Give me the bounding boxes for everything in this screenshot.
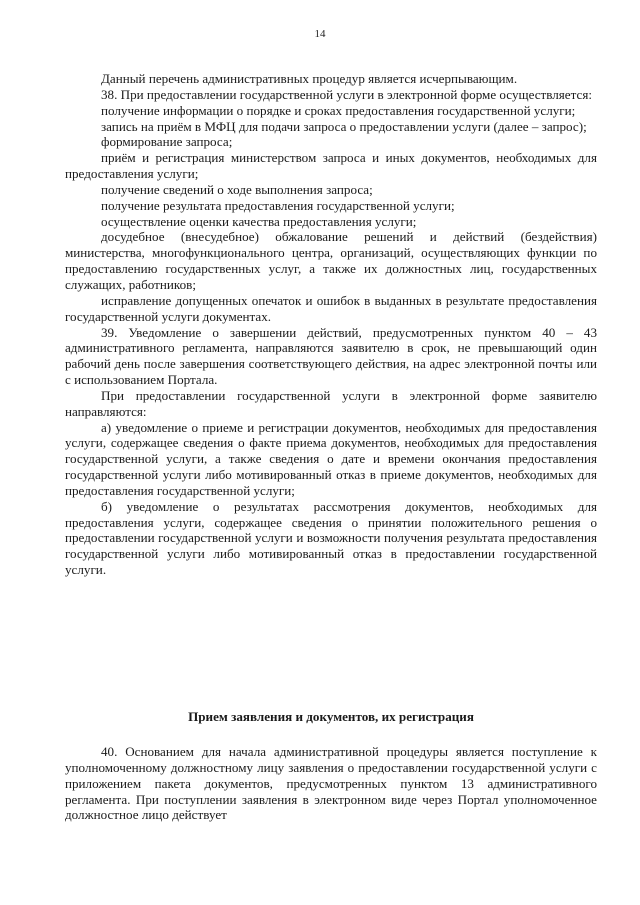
paragraph: получение сведений о ходе выполнения запроса; — [101, 181, 373, 197]
paragraph: 38. При предоставлении государственной услуги в электронной форме осуществляется: — [101, 86, 592, 102]
paragraph: получение информации о порядке и сроках предоставления государственной услуги; — [101, 102, 576, 118]
paragraph: запись на приём в МФЦ для подачи запроса о предоставлении услуги (далее – запрос); — [101, 118, 587, 134]
paragraph: досудебное (внесудебное) обжалование решений и действий (бездействия) министерства, многофункционального центра, организаций, осуществляющих функции по предоставлению государственных услуг, а также их должностных лиц, государственных служащих, работников; — [65, 229, 597, 292]
paragraph: б) уведомление о результатах рассмотрения документов, необходимых для предоставления услуги, содержащее сведения о принятии положительного решения о предоставлении государственной услуги и возможности получения результата предоставления государственной услуги либо мотивированный отказ в предоставлении государственной услуги. — [65, 498, 597, 578]
section-heading: Прием заявления и документов, их регистрация — [188, 709, 474, 724]
paragraph: получение результата предоставления государственной услуги; — [101, 197, 455, 213]
document-body-continued — [65, 744, 597, 823]
paragraph: формирование запроса; — [101, 134, 233, 150]
page-number: 14 — [314, 28, 326, 40]
paragraph: исправление допущенных опечаток и ошибок в выданных в результате предоставления государственной услуги документах. — [65, 292, 597, 324]
paragraph: приём и регистрация министерством запроса и иных документов, необходимых для предоставления услуги; — [65, 150, 597, 182]
paragraph: осуществление оценки качества предоставления услуги; — [101, 213, 417, 229]
paragraph: 39. Уведомление о завершении действий, предусмотренных пунктом 40 – 43 административного регламента, направляются заявителю в срок, не превышающий один рабочий день после завершения соответствующего действия, на адрес электронной почты или с использованием Портала. — [65, 324, 597, 388]
document-body — [65, 71, 597, 578]
paragraph: а) уведомление о приеме и регистрации документов, необходимых для предоставления услуги, содержащее сведения о факте приема документов, необходимых для предоставления государственной услуги, а также сведения о дате и времени окончания предоставления государственной услуги либо мотивированный отказ в приеме документов, необходимых для предоставления государственной услуги; — [65, 419, 597, 498]
paragraph: Данный перечень административных процедур является исчерпывающим. — [101, 71, 518, 86]
paragraph: При предоставлении государственной услуги в электронной форме заявителю направляются: — [65, 387, 597, 419]
paragraph-40: 40. Основанием для начала административной процедуры является поступление к уполномоченному должностному лицу заявления о предоставлении государственной услуги с приложением пакета документов, предусмотренных пунктом 13 административного регламента. При поступлении заявления в электронном виде через Портал уполномоченное должностное лицо действует — [65, 744, 597, 823]
